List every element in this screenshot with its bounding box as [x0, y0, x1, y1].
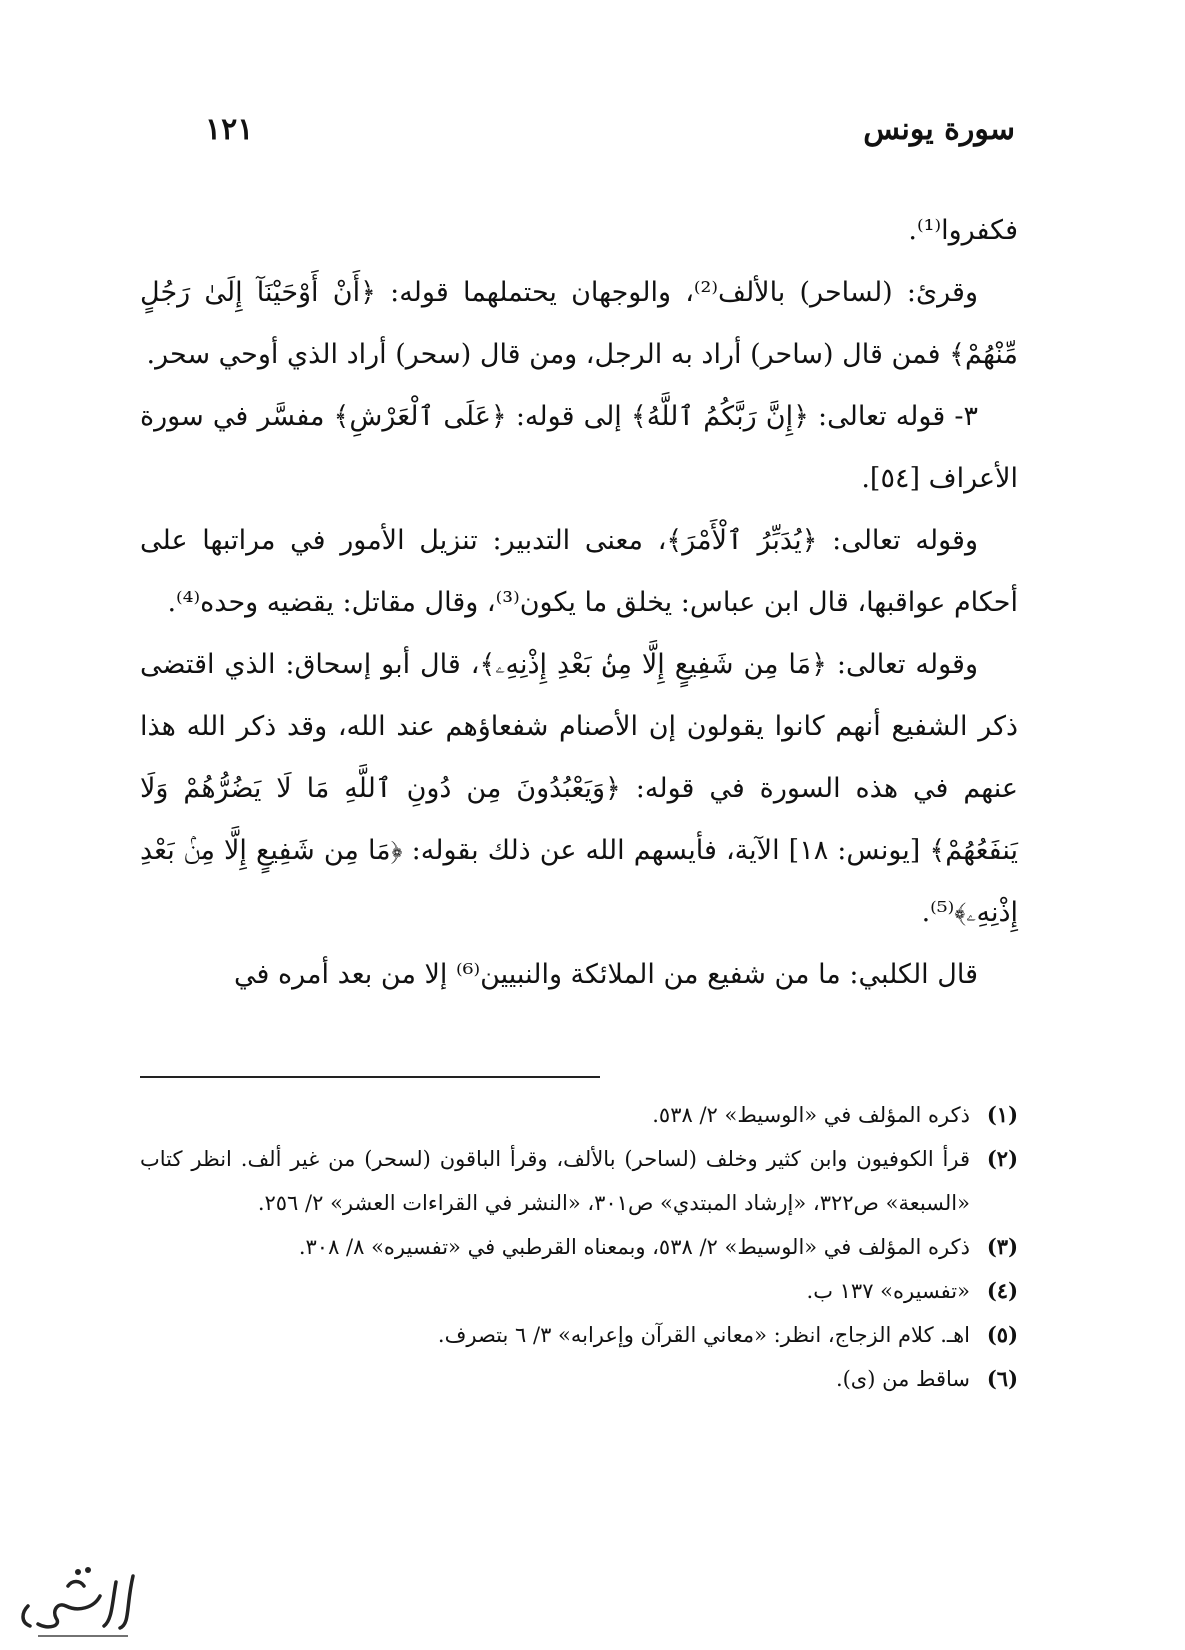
footnote-text: اهـ. كلام الزجاج، انظر: «معاني القرآن وإعرابه» ٣/ ٦ بتصرف. — [437, 1323, 970, 1347]
footnote — [140, 1093, 1018, 1137]
page-header — [205, 112, 1015, 162]
page-number: ١٢١ — [205, 112, 254, 147]
paragraph: وقوله تعالى: ﴿مَا مِن شَفِيعٍ إِلَّا مِنۢ بَعْدِ إِذْنِهِۦ﴾، قال أبو إسحاق: الذي اقتضى ذكر الشفيع أنهم كانوا يقولون إن الأصنام شفعاؤهم عند الله، وقد ذكر الله هذا عنهم في هذه السورة في قوله: ﴿وَيَعْبُدُونَ مِن دُونِ ٱللَّهِ مَا لَا يَضُرُّهُمْ وَلَا يَنفَعُهُمْ﴾ [يونس: ١٨] الآية، فأيسهم الله عن ذلك بقوله: ﴿مَا مِن شَفِيعٍ إِلَّا مِنۢ بَعْدِ إِذْنِهِۦ﴾⁽⁵⁾. — [140, 649, 1018, 928]
footnote — [140, 1269, 1018, 1313]
main-text — [140, 200, 1018, 1006]
footnote — [140, 1357, 1018, 1401]
footnote-text: ذكره المؤلف في «الوسيط» ٢/ ٥٣٨. — [652, 1103, 970, 1127]
footnotes — [140, 1093, 1018, 1401]
footnote-number: (٣) — [986, 1234, 1018, 1259]
publisher-logo-icon — [8, 1546, 148, 1646]
footnote — [140, 1137, 1018, 1225]
paragraph: وقرئ: (لساحر) بالألف⁽²⁾، والوجهان يحتملهما قوله: ﴿أَنْ أَوْحَيْنَآ إِلَىٰ رَجُلٍ مِّنْهُمْ﴾ فمن قال (ساحر) أراد به الرجل، ومن قال (سحر) أراد الذي أوحي سحر. — [140, 277, 1018, 370]
footnote-text: قرأ الكوفيون وابن كثير وخلف (لساحر) بالألف، وقرأ الباقون (لسحر) من غير ألف. انظر كتاب «السبعة» ص٣٢٢، «إرشاد المبتدي» ص٣٠١، «النشر في القراءات العشر» ٢/ ٢٥٦. — [140, 1147, 970, 1215]
footnote — [140, 1225, 1018, 1269]
footnote-number: (٢) — [986, 1146, 1018, 1171]
paragraph: فكفروا⁽¹⁾. — [908, 215, 1018, 246]
footnote-text: ساقط من (ى). — [835, 1367, 970, 1391]
running-title: سورة يونس — [863, 112, 1015, 147]
footnote — [140, 1313, 1018, 1357]
footnote-text: ذكره المؤلف في «الوسيط» ٢/ ٥٣٨، وبمعناه القرطبي في «تفسيره» ٨/ ٣٠٨. — [298, 1235, 970, 1259]
footnote-divider — [140, 1076, 600, 1078]
footnote-number: (٥) — [986, 1322, 1018, 1347]
paragraph: ٣- قوله تعالى: ﴿إِنَّ رَبَّكُمُ ٱللَّهُ﴾ إلى قوله: ﴿عَلَى ٱلْعَرْشِ﴾ مفسَّر في سورة الأعراف [٥٤]. — [140, 401, 1018, 494]
paragraph: وقوله تعالى: ﴿يُدَبِّرُ ٱلْأَمْرَ﴾، معنى التدبير: تنزيل الأمور في مراتبها على أحكام عواقبها، قال ابن عباس: يخلق ما يكون⁽³⁾، وقال مقاتل: يقضيه وحده⁽⁴⁾. — [140, 525, 1018, 618]
footnote-text: «تفسيره» ١٣٧ ب. — [806, 1279, 970, 1303]
paragraph: قال الكلبي: ما من شفيع من الملائكة والنبيين⁽⁶⁾ إلا من بعد أمره في — [234, 959, 978, 990]
footnote-number: (١) — [986, 1102, 1018, 1127]
footnote-number: (٤) — [986, 1278, 1018, 1303]
footnote-number: (٦) — [986, 1366, 1018, 1391]
